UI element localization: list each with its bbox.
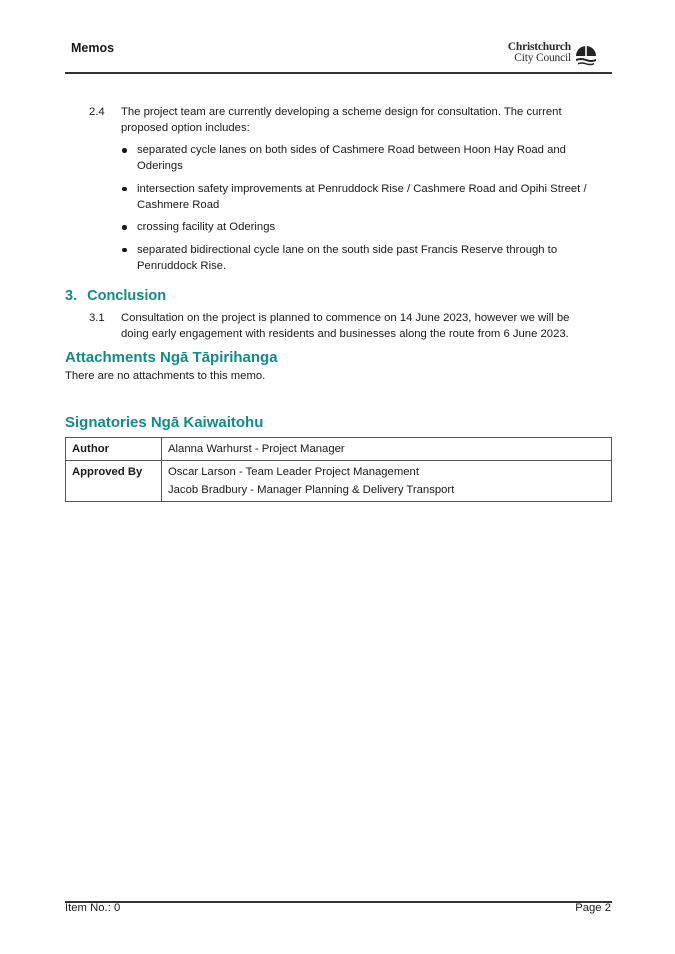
header-divider <box>65 72 612 74</box>
footer-item-number: Item No.: 0 <box>65 902 121 914</box>
footer-divider <box>65 901 612 903</box>
council-logo <box>498 42 602 68</box>
footer-page-number: Page 2 <box>575 902 611 914</box>
table-row <box>66 438 612 461</box>
table-row-label: Author <box>66 438 162 461</box>
paragraph-text: The project team are currently developing a scheme design for consultation. The current proposed option includes: <box>121 106 562 134</box>
attachments-text: There are no attachments to this memo. <box>65 370 266 382</box>
list-item <box>121 181 606 213</box>
paragraph-number: 2.4 <box>89 106 105 118</box>
logo-text <box>508 42 571 64</box>
list-item-text: intersection safety improvements at Penruddock Rise / Cashmere Road and Opihi Street / Cashmere Road <box>137 182 587 211</box>
option-bullet-list <box>121 142 606 280</box>
table-row-value <box>162 438 612 461</box>
bullet-icon <box>122 225 127 230</box>
list-item-text: separated bidirectional cycle lane on the south side past Francis Reserve through to Penruddock Rise. <box>137 243 558 272</box>
bullet-icon <box>122 148 127 153</box>
table-row-value <box>162 461 612 502</box>
signatories-table <box>65 437 612 502</box>
attachments-heading: Attachments Ngā Tāpirihanga <box>65 349 278 366</box>
list-item <box>121 142 606 174</box>
list-item-text: crossing facility at Oderings <box>137 221 276 233</box>
list-item <box>121 242 606 274</box>
paragraph-text: Consultation on the project is planned to commence on 14 June 2023, however we will be doing early engagement with residents and businesses along the route from 6 June 2023. <box>121 312 570 340</box>
list-item <box>121 219 606 235</box>
logo-line-1: Christchurch <box>507 41 571 53</box>
signatories-heading: Signatories Ngā Kaiwaitohu <box>65 414 264 431</box>
logo-line-2: City Council <box>514 52 571 64</box>
table-row-label: Approved By <box>66 461 162 502</box>
section-heading-conclusion <box>65 288 166 304</box>
bullet-icon <box>122 187 127 192</box>
section-title: Conclusion <box>87 288 167 304</box>
section-number: 3. <box>65 288 78 304</box>
list-item-text: separated cycle lanes on both sides of Cashmere Road between Hoon Hay Road and Oderings <box>137 144 566 172</box>
header-title: Memos <box>71 41 115 55</box>
signatory-name: Oscar Larson - Team Leader Project Management <box>168 466 419 478</box>
table-row <box>66 461 612 502</box>
signatory-name: Jacob Bradbury - Manager Planning & Delivery Transport <box>168 484 455 496</box>
signatory-name: Alanna Warhurst - Project Manager <box>168 443 345 455</box>
bullet-icon <box>122 248 127 253</box>
council-fern-icon <box>574 42 598 66</box>
paragraph-number: 3.1 <box>89 312 105 324</box>
